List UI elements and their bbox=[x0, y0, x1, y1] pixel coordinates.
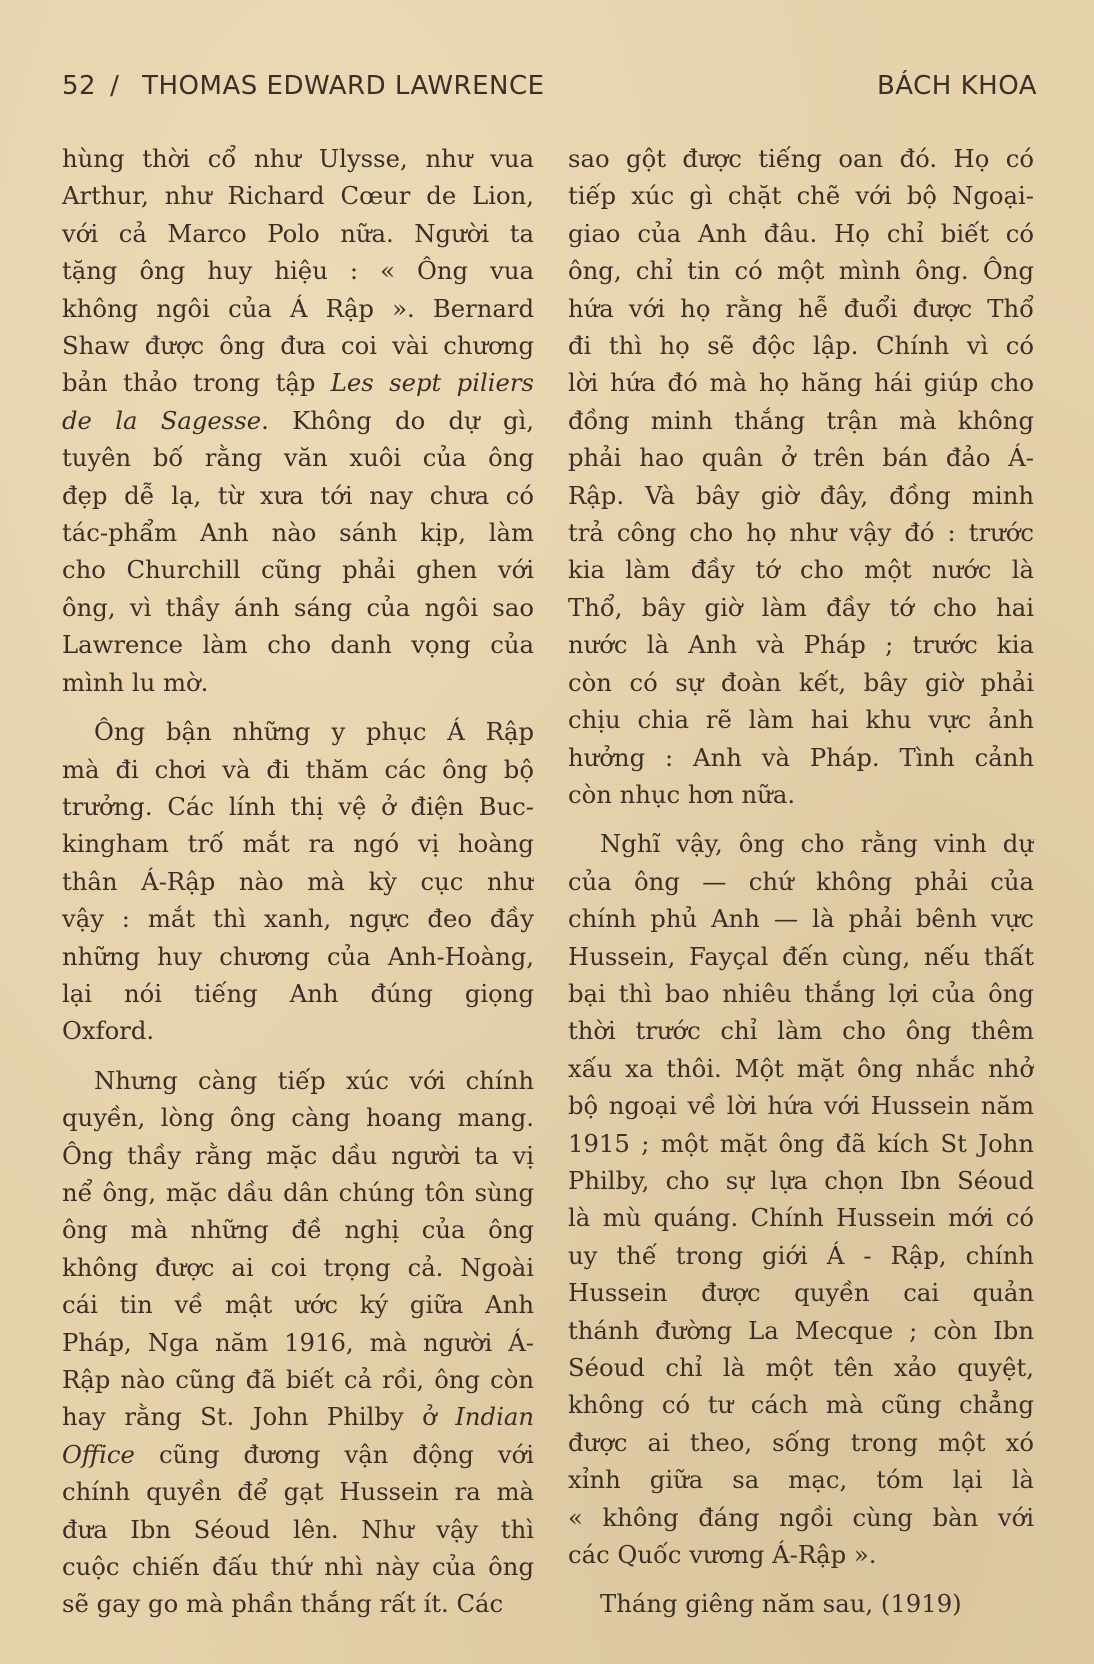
text-line: nể ông, mặc dầu dân chúng tôn sùng bbox=[62, 1177, 534, 1207]
text-line: Ông thầy rằng mặc dầu người ta vị bbox=[62, 1140, 534, 1170]
text-line: xỉnh giữa sa mạc, tóm lại là bbox=[568, 1465, 1034, 1495]
text-line: ông, vì thầy ánh sáng của ngôi sao bbox=[62, 592, 534, 622]
text-line: đẹp dễ lạ, từ xưa tới nay chưa có bbox=[62, 480, 534, 510]
text-line: Hussein được quyền cai quản bbox=[568, 1278, 1034, 1308]
text-line: trả công cho họ như vậy đó : trước bbox=[568, 518, 1034, 548]
text-line: thánh đường La Mecque ; còn Ibn bbox=[568, 1315, 1034, 1345]
text-line: Rập. Và bây giờ đây, đồng minh bbox=[568, 480, 1034, 510]
text-line: Philby, cho sự lựa chọn Ibn Séoud bbox=[568, 1165, 1034, 1195]
text-line: chính quyền để gạt Hussein ra mà bbox=[62, 1477, 534, 1507]
text-line: Ông bận những y phục Á Rập bbox=[94, 717, 534, 747]
journal-name: BÁCH KHOA bbox=[876, 71, 1037, 101]
text-line: với cả Marco Polo nữa. Người ta bbox=[62, 218, 534, 248]
text-line: bộ ngoại về lời hứa với Hussein năm bbox=[568, 1091, 1034, 1121]
page-number: 52 bbox=[62, 71, 97, 101]
text-line: hùng thời cổ như Ulysse, như vua bbox=[62, 144, 534, 173]
text-line: Séoud chỉ là một tên xảo quyệt, bbox=[568, 1353, 1034, 1382]
text-line: uy thế trong giới Á - Rập, chính bbox=[568, 1240, 1034, 1270]
text-line: Hussein, Fayçal đến cùng, nếu thất bbox=[568, 941, 1034, 971]
text-line: hứa với họ rằng hễ đuổi được Thổ bbox=[568, 293, 1034, 323]
paragraph bbox=[62, 713, 534, 1050]
text-line: de la Sagesse. Không do dự gì, bbox=[62, 405, 534, 435]
running-title: THOMAS EDWARD LAWRENCE bbox=[142, 71, 545, 101]
text-line: chịu chia rẽ làm hai khu vực ảnh bbox=[568, 705, 1034, 735]
text-line: lại nói tiếng Anh đúng giọng bbox=[62, 978, 534, 1008]
text-line: Nghĩ vậy, ông cho rằng vinh dự bbox=[600, 829, 1034, 859]
text-line: bản thảo trong tập Les sept piliers bbox=[62, 368, 534, 398]
text-line: bại thì bao nhiêu thắng lợi của ông bbox=[568, 978, 1034, 1008]
text-line: sao gột được tiếng oan đó. Họ có bbox=[568, 144, 1034, 173]
text-line: cho Churchill cũng phải ghen với bbox=[62, 555, 534, 585]
text-line: Office cũng đương vận động với bbox=[62, 1439, 534, 1469]
right-column bbox=[568, 140, 1034, 1623]
paragraph bbox=[568, 825, 1034, 1573]
text-line: sẽ gay go mà phần thắng rất ít. Các bbox=[62, 1589, 504, 1619]
text-line: các Quốc vương Á-Rập ». bbox=[568, 1540, 877, 1570]
text-line: đưa Ibn Séoud lên. Như vậy thì bbox=[62, 1514, 534, 1544]
text-line: là mù quáng. Chính Hussein mới có bbox=[568, 1203, 1034, 1233]
text-line: ông, chỉ tin có một mình ông. Ông bbox=[568, 256, 1034, 286]
text-line: Pháp, Nga năm 1916, mà người Á- bbox=[62, 1327, 534, 1357]
text-line: của ông — chứ không phải của bbox=[568, 866, 1034, 896]
paragraph-gap bbox=[62, 1050, 534, 1062]
text-line: hay rằng St. John Philby ở Indian bbox=[62, 1402, 534, 1432]
paragraph-gap bbox=[568, 1573, 1034, 1585]
text-line: tác-phẩm Anh nào sánh kịp, làm bbox=[62, 518, 534, 548]
paragraph-gap bbox=[62, 701, 534, 713]
text-line: mình lu mờ. bbox=[62, 667, 209, 697]
text-line: còn có sự đoàn kết, bây giờ phải bbox=[568, 667, 1034, 697]
paragraph bbox=[568, 140, 1034, 813]
text-line: quyền, lòng ông càng hoang mang. bbox=[62, 1103, 534, 1133]
paragraph bbox=[62, 1062, 534, 1623]
text-line: tiếp xúc gì chặt chẽ với bộ Ngoại- bbox=[568, 181, 1034, 211]
text-line: mà đi chơi và đi thăm các ông bộ bbox=[62, 754, 534, 784]
text-line: thời trước chỉ làm cho ông thêm bbox=[568, 1016, 1034, 1046]
text-line: hưởng : Anh và Pháp. Tình cảnh bbox=[568, 742, 1034, 772]
running-header bbox=[62, 66, 1037, 106]
paragraph bbox=[62, 140, 534, 701]
text-line: xấu xa thôi. Một mặt ông nhắc nhở bbox=[568, 1053, 1034, 1083]
text-line: còn nhục hơn nữa. bbox=[568, 779, 796, 809]
text-line: vậy : mắt thì xanh, ngực đeo đầy bbox=[62, 904, 534, 934]
paragraph-gap bbox=[568, 813, 1034, 825]
text-line: kingham trố mắt ra ngó vị hoàng bbox=[62, 829, 534, 859]
text-line: nước là Anh và Pháp ; trước kia bbox=[568, 630, 1034, 660]
text-line: đồng minh thắng trận mà không bbox=[568, 405, 1034, 435]
text-line: chính phủ Anh — là phải bênh vực bbox=[568, 904, 1034, 934]
text-line: Shaw được ông đưa coi vài chương bbox=[62, 331, 534, 361]
left-column bbox=[62, 140, 534, 1623]
text-line: kia làm đầy tớ cho một nước là bbox=[568, 555, 1034, 585]
text-line: không được ai coi trọng cả. Ngoài bbox=[62, 1252, 534, 1282]
text-line: không ngôi của Á Rập ». Bernard bbox=[62, 293, 534, 323]
text-line: thân Á-Rập nào mà kỳ cục như bbox=[62, 866, 534, 896]
text-line: tặng ông huy hiệu : « Ông vua bbox=[62, 256, 534, 286]
text-line: tuyên bố rằng văn xuôi của ông bbox=[62, 443, 534, 473]
text-line: trưởng. Các lính thị vệ ở điện Buc- bbox=[62, 791, 534, 821]
text-line: không có tư cách mà cũng chẳng bbox=[568, 1390, 1034, 1420]
text-line: phải hao quân ở trên bán đảo Á- bbox=[568, 443, 1034, 473]
text-line: những huy chương của Anh-Hoàng, bbox=[62, 941, 534, 971]
text-line: Arthur, như Richard Cœur de Lion, bbox=[62, 181, 534, 211]
text-line: giao của Anh đâu. Họ chỉ biết có bbox=[568, 218, 1034, 248]
text-line: cuộc chiến đấu thứ nhì này của ông bbox=[62, 1552, 534, 1582]
text-line: Rập nào cũng đã biết cả rồi, ông còn bbox=[62, 1365, 534, 1394]
header-separator: / bbox=[110, 71, 120, 101]
text-line: Thổ, bây giờ làm đầy tớ cho hai bbox=[568, 592, 1034, 622]
text-line: « không đáng ngồi cùng bàn với bbox=[568, 1502, 1034, 1532]
text-line: ông mà những đề nghị của ông bbox=[62, 1215, 534, 1245]
paragraph bbox=[568, 1585, 1034, 1622]
text-line: Nhưng càng tiếp xúc với chính bbox=[94, 1065, 534, 1095]
text-line: đi thì họ sẽ độc lập. Chính vì có bbox=[568, 331, 1034, 361]
text-line: lời hứa đó mà họ hăng hái giúp cho bbox=[568, 368, 1034, 398]
text-line: Oxford. bbox=[62, 1016, 155, 1046]
header-left bbox=[62, 71, 559, 101]
text-line: cái tin về mật ước ký giữa Anh bbox=[62, 1290, 534, 1320]
text-line: được ai theo, sống trong một xó bbox=[568, 1427, 1034, 1457]
text-line: 1915 ; một mặt ông đã kích St John bbox=[568, 1128, 1034, 1158]
text-line: Lawrence làm cho danh vọng của bbox=[62, 630, 534, 660]
text-line: Tháng giêng năm sau, (1919) bbox=[600, 1589, 962, 1619]
